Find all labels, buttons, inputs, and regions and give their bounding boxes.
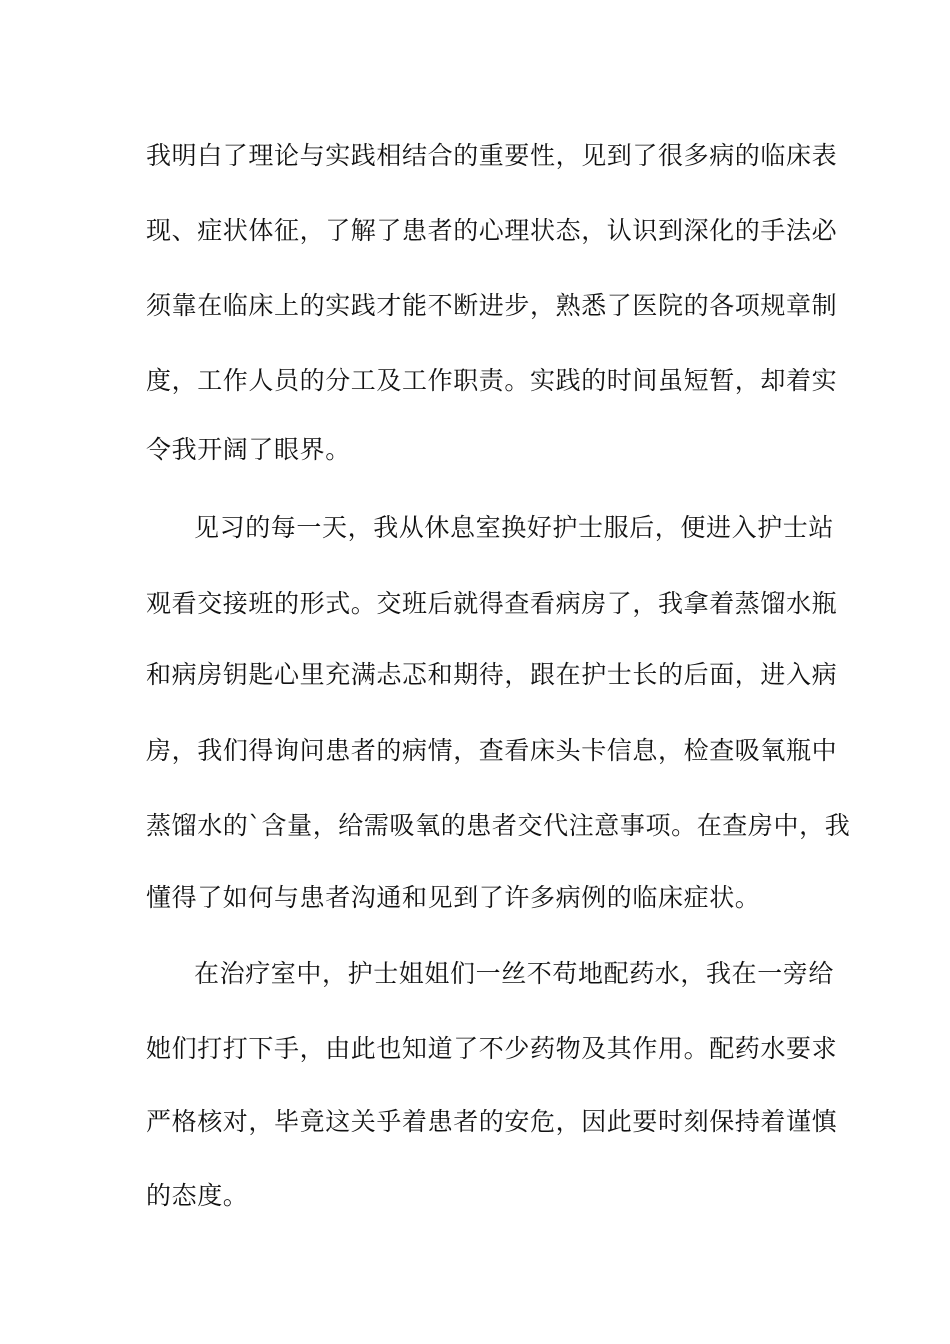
paragraph-2-line-6: 懂得了如何与患者沟通和见到了许多病例的临床症状。 (146, 883, 761, 912)
paragraph-2-line-4: 房，我们得询问患者的病情，查看床头卡信息，检查吸氧瓶中 (146, 736, 838, 765)
paragraph-3-line-2: 她们打打下手，由此也知道了不少药物及其作用。配药水要求 (146, 1034, 838, 1063)
paragraph-2-line-5: 蒸馏水的`含量，给需吸氧的患者交代注意事项。在查房中，我 (146, 811, 851, 840)
paragraph-1-line-2: 现、症状体征，了解了患者的心理状态，认识到深化的手法必 (146, 216, 838, 245)
paragraph-3-line-4: 的态度。 (146, 1181, 249, 1210)
paragraph-3-line-1: 在治疗室中，护士姐姐们一丝不苟地配药水，我在一旁给 (194, 959, 835, 988)
paragraph-1-line-3: 须靠在临床上的实践才能不断进步，熟悉了医院的各项规章制 (146, 291, 838, 320)
paragraph-1-line-1: 我明白了理论与实践相结合的重要性，见到了很多病的临床表 (146, 141, 838, 170)
paragraph-2-line-3: 和病房钥匙心里充满忐忑和期待，跟在护士长的后面，进入病 (146, 660, 838, 689)
paragraph-1-line-5: 令我开阔了眼界。 (146, 435, 351, 464)
paragraph-3-line-3: 严格核对，毕竟这关乎着患者的安危，因此要时刻保持着谨慎 (146, 1107, 838, 1136)
paragraph-2-line-1: 见习的每一天，我从休息室换好护士服后，便进入护士站 (194, 513, 835, 542)
paragraph-2-line-2: 观看交接班的形式。交班后就得查看病房了，我拿着蒸馏水瓶 (146, 589, 838, 618)
paragraph-1-line-4: 度，工作人员的分工及工作职责。实践的时间虽短暂，却着实 (146, 366, 838, 395)
